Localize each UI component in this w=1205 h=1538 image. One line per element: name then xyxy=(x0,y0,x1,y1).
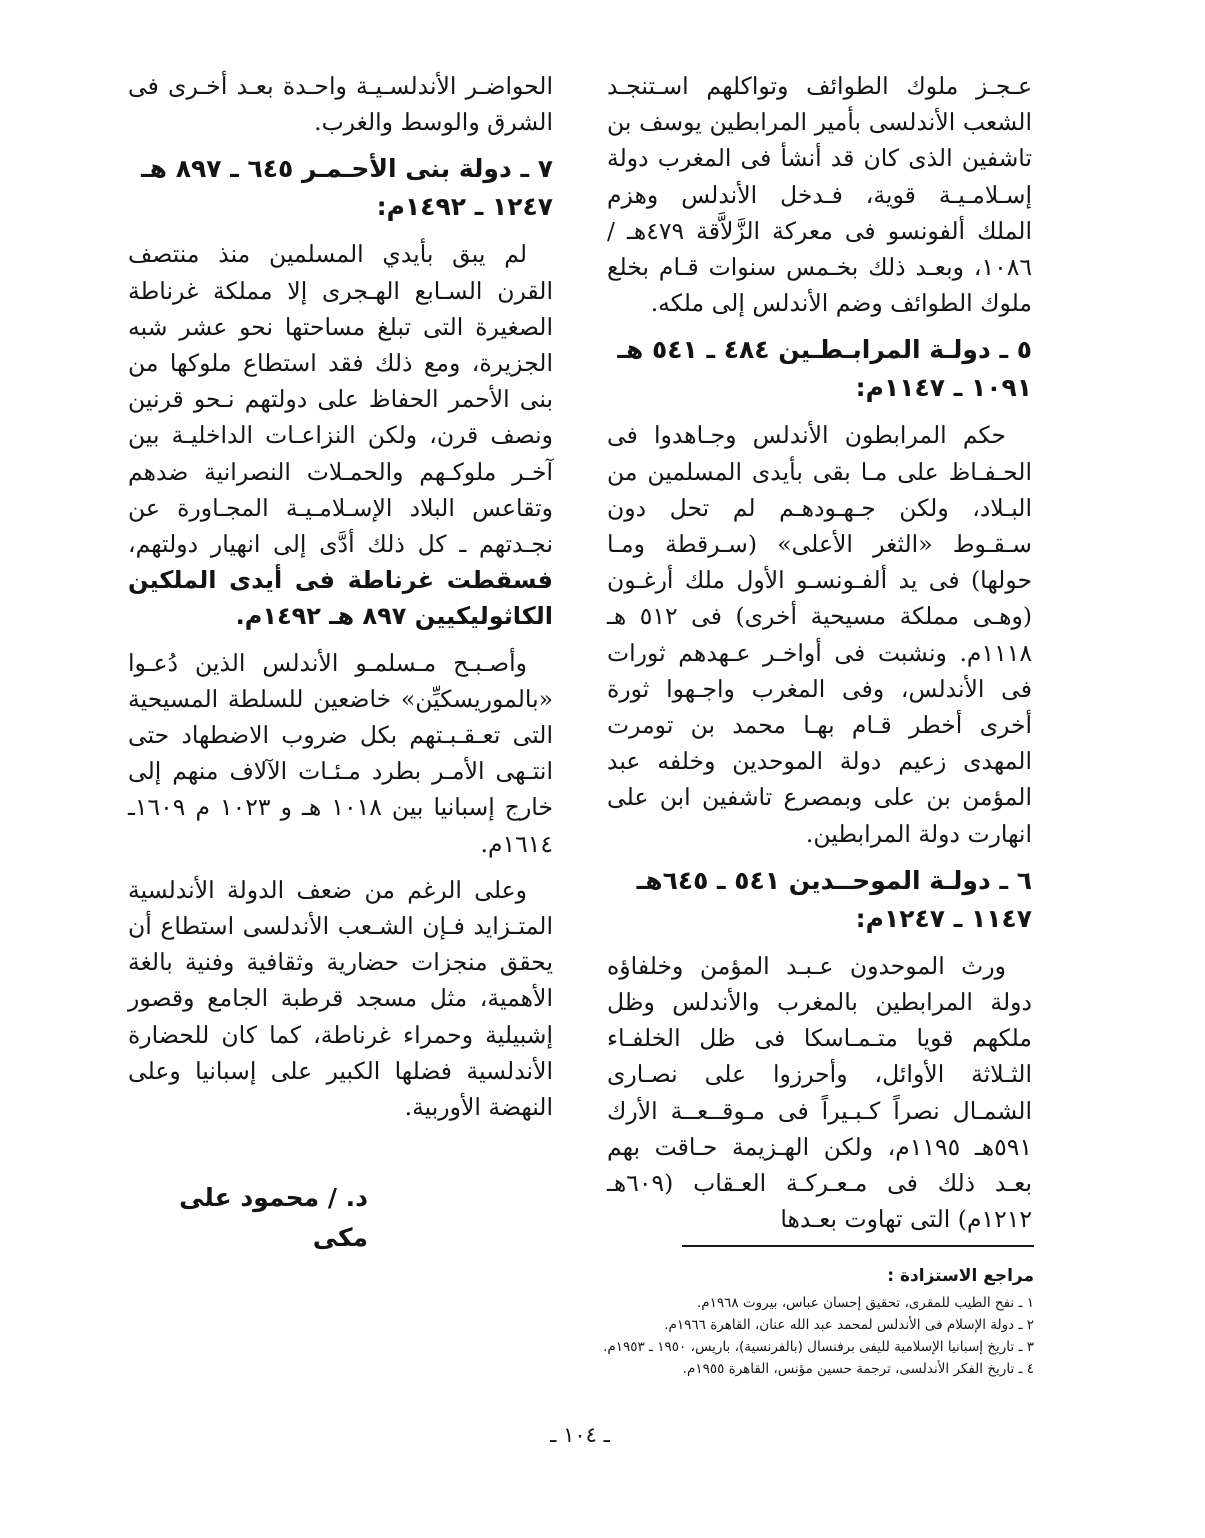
footnote-divider xyxy=(682,1245,1034,1247)
body-paragraph-granada xyxy=(128,236,553,634)
reference-item: ٢ ـ دولة الإسلام فى الأندلس لمحمد عبد الله عنان، القاهرة ١٩٦٦م. xyxy=(664,1317,1034,1333)
right-column xyxy=(607,68,1032,1247)
references-title: مراجع الاستزادة : xyxy=(887,1266,1034,1286)
body-paragraph: حكم المرابطون الأندلس وجـاهدوا فى الحـفـاظ على مـا بقى بأيدى المسلمين من البـلاد، ولكن جـهـودهـم لم تحل دون سـقـوط «الثغر الأعلى» (سـرقطة ومـا حولها) فى يد ألفـونسـو الأول ملك أرغـون (وهـى مملكة مسيحية أخرى) فى ٥١٢ هـ ١١١٨م. ونشبت فى أواخـر عـهدهم ثورات فى الأندلس، وفى المغرب واجـهوا ثورة أخرى أخطر قـام بهـا محمد بن تومرت المهدى زعيم دولة الموحدين وخلفه عبد المؤمن بن على وبمصرع تاشفين ابن على انهارت دولة المرابطين. xyxy=(607,421,1032,848)
body-paragraph: وعلى الرغم من ضعف الدولة الأندلسية المتـزايد فـإن الشـعب الأندلسى استطاع أن يحقق منجزات حضارية وثقافية وفنية بالغة الأهمية، مثل مسجد قرطبة الجامع وقصور إشبيلية وحمراء غرناطة، كما كان للحضارة الأندلسية فضلها الكبير على إسبانيا وعلى النهضة الأوربية. xyxy=(128,875,553,1122)
body-paragraph: وأصـبـح مـسلمـو الأندلس الذين دُعـوا «بالموريسكيِّن» خاضعين للسلطة المسيحية التى تعـقـبـتهم بكل ضروب الاضطهاد حتى انتـهى الأمـر بطرد مـئـات الآلاف منهم إلى خارج إسبانيا بين ١٠١٨ هـ و ١٠٢٣ م ١٦٠٩ـ ١٦١٤م. xyxy=(128,648,553,858)
body-paragraph: الحواضـر الأندلسـيـة واحـدة بعـد أخـرى فى الشرق والوسط والغرب. xyxy=(128,72,553,137)
reference-item: ٤ ـ تاريخ الفكر الأندلسى، ترجمة حسين مؤنس، القاهرة ١٩٥٥م. xyxy=(682,1361,1034,1377)
body-paragraph: ورث الموحدون عـبـد المؤمن وخلفاؤه دولة المرابطين بالمغرب والأندلس وظل ملكهم قويا متـمـاسكا فى ظل الخلفـاء الثـلاثة الأوائل، وأحرزوا على نصـارى الشمـال نصراً كـبـيراً فى مـوقــعــة الأرك ٥٩١هـ ١١٩٥م، ولكن الهـزيمة حـاقت بهم بعـد ذلك فى مـعـركـة العـقاب (٦٠٩هـ ١٢١٢م) التى تهاوت بعـدها xyxy=(607,951,1033,1234)
body-paragraph: عـجـز ملوك الطوائف وتواكلهم اسـتنجـد الشعب الأندلسى بأمير المرابطين يوسف بن تاشفين الذى كان قد أنشأ فى المغرب دولة إسـلامـيـة قوية، فـدخل الأندلس وهزم الملك ألفونسو فى معركة الزَّلاَّقة ٤٧٩هـ / ١٠٨٦، وبعـد ذلك بخـمس سنوات قـام بخلع ملوك الطوائف وضم الأندلس إلى ملكه. xyxy=(607,72,1032,318)
paragraph-text: لم يبق بأيدي المسلمين منذ منتصف القرن السـابع الهـجرى إلا مملكة غرناطة الصغيرة التى تبلغ مساحتها نحو عشر شبه الجزيرة، ومع ذلك فقد استطاع ملوكها من بنى الأحمر الحفاظ على دولتهم نـحو قرنين ونصف قرن، ولكن النزاعـات الداخليـة بين آخـر ملوكـهم والحمـلات النصرانية ضدهم وتقاعس البلاد الإسـلامـيـة المجـاورة عن نجـدتهم ـ كل ذلك أدَّى إلى انهيار دولتهم، xyxy=(128,240,553,559)
reference-item: ١ ـ نفح الطيب للمقرى، تحقيق إحسان عباس، بيروت ١٩٦٨م. xyxy=(696,1295,1034,1311)
section-heading-almohads: ٦ ـ دولـة الموحــدين ٥٤١ ـ ٦٤٥هـ ١١٤٧ ـ ١٢٤٧م: xyxy=(636,865,1032,933)
granada-fall-emphasis: فسقطت غرناطة فى أيدى الملكين الكاثوليكيين ٨٩٧ هـ ١٤٩٢م. xyxy=(128,566,553,631)
left-column xyxy=(128,68,553,1135)
section-heading-nasrids: ٧ ـ دولة بنى الأحـمـر ٦٤٥ ـ ٨٩٧ هـ ١٢٤٧ ـ ١٤٩٢م: xyxy=(141,154,553,222)
section-heading-almoravids: ٥ ـ دولـة المرابـطـين ٤٨٤ ـ ٥٤١ هـ ١٠٩١ ـ ١١٤٧م: xyxy=(617,335,1032,403)
references-section xyxy=(500,1262,1034,1380)
page-number: ـ ١٠٤ ـ xyxy=(550,1423,610,1447)
author-signature: د. / محمود على مكى xyxy=(179,1183,368,1252)
reference-item: ٣ ـ تاريخ إسبانيا الإسلامية لليفى برفنسال (بالفرنسية)، باريس، ١٩٥٠ ـ ١٩٥٣م. xyxy=(603,1339,1034,1355)
